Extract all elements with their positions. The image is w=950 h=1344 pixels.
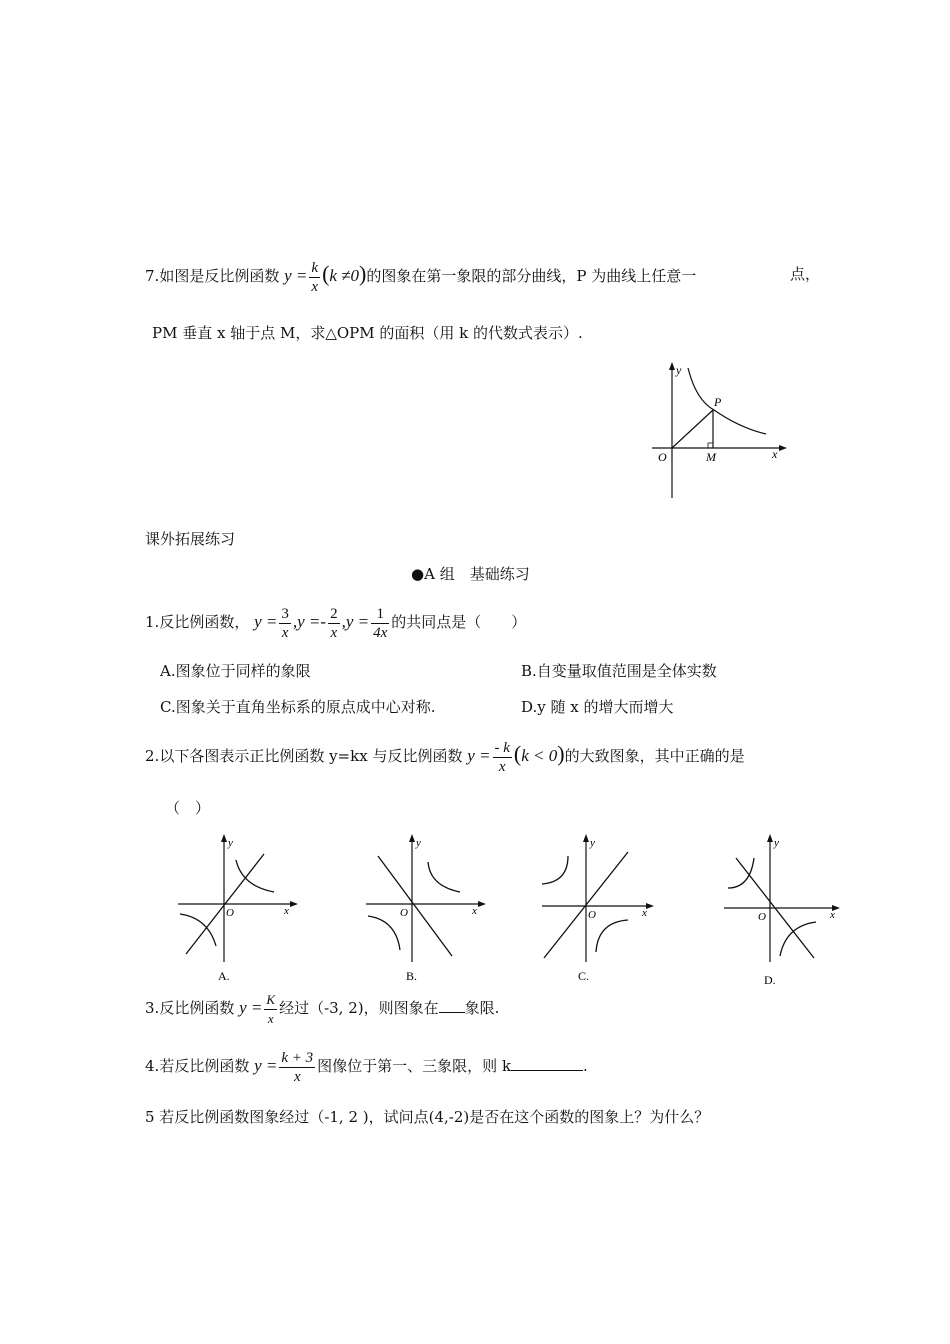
- graph-d-caption: D.: [764, 973, 776, 984]
- q4-frac-num: k + 3: [281, 1049, 314, 1066]
- q4-pre: 若反比例函数: [159, 1057, 250, 1075]
- q7-post: 的图象在第一象限的部分曲线，P 为曲线上任意一: [366, 267, 697, 285]
- graph-a-label-y: y: [228, 837, 233, 849]
- group-bullet: ●: [411, 565, 425, 583]
- q1-f2-lhs: ,y =-: [292, 612, 327, 631]
- graph-b-label-x: x: [472, 905, 477, 917]
- section-title: 课外拓展练习: [145, 530, 236, 548]
- graph-c-curve-q2: [542, 856, 568, 884]
- q1-number: 1.: [145, 613, 160, 631]
- graph-d-curve-q4: [780, 922, 816, 956]
- q7-tail: 点，: [790, 265, 821, 283]
- graph-d-label-x: x: [830, 909, 835, 921]
- q4-blank[interactable]: [511, 1056, 583, 1071]
- q3-pre: 反比例函数: [159, 999, 235, 1017]
- q2-graph-c: [538, 832, 668, 984]
- q1-f1-den: x: [281, 624, 289, 641]
- q7-line2: PM 垂直 x 轴于点 M，求△OPM 的面积（用 k 的代数式表示）.: [152, 324, 583, 342]
- q3-frac-num: K: [264, 991, 277, 1010]
- q7-fraction: [309, 259, 320, 296]
- q7-frac-den: x: [311, 278, 319, 295]
- q7-right-angle: [708, 443, 713, 448]
- q2-pre: 以下各图表示正比例函数 y=kx 与反比例函数: [159, 747, 463, 765]
- q2-graph-a: [172, 832, 302, 984]
- graph-c-curve-q4: [596, 920, 628, 952]
- graph-a-label-x: x: [284, 905, 289, 917]
- q2-post: 的大致图象，其中正确的是: [564, 747, 745, 765]
- q1-f2-den: x: [330, 624, 338, 641]
- q1-f3-lhs: ,y =: [341, 612, 370, 631]
- q2-graph-b: [360, 832, 490, 984]
- graph-b-label-y: y: [416, 837, 421, 849]
- graph-c-label-o: O: [588, 909, 596, 921]
- q3-mid: 经过（-3, 2)，则图象在: [279, 999, 439, 1017]
- q3-number: 3.: [145, 999, 160, 1017]
- q4-mid: 图像位于第一、三象限，则 k: [317, 1057, 512, 1075]
- q1-option-a: A.图象位于同样的象限: [160, 662, 311, 680]
- q1-pre: 反比例函数，: [159, 613, 250, 631]
- q1-f2-num: 2: [330, 605, 338, 622]
- q3-y-eq: y =: [239, 998, 263, 1017]
- graph-c-label-x: x: [642, 907, 647, 919]
- q2-line: 2.以下各图表示正比例函数 y=kx 与反比例函数 y = $\frac{- k}{x}$ (k < 0)的大致图象，其中正确的是: [145, 739, 745, 775]
- q2-number: 2.: [145, 747, 160, 765]
- q1-fraction-1: [279, 605, 291, 642]
- q1-line: [145, 600, 526, 644]
- q4-fraction: [279, 1049, 315, 1086]
- graph-d-y-arrow: [767, 834, 773, 842]
- graph-b-caption: B.: [406, 969, 418, 983]
- graph-d-label-o: O: [758, 911, 766, 923]
- q3-fraction: [264, 991, 277, 1028]
- q4-frac-den: x: [293, 1068, 301, 1085]
- q1-option-c: C.图象关于直角坐标系的原点成中心对称.: [160, 698, 436, 716]
- q7-cond: k ≠0: [329, 266, 360, 285]
- q7-hyperbola: [688, 368, 766, 434]
- group-title: A 组 基础练习: [424, 565, 530, 583]
- q7-label-y: y: [676, 363, 682, 377]
- q3-blank[interactable]: [439, 998, 465, 1013]
- q7-x-arrow: [779, 445, 787, 451]
- graph-a-caption: A.: [218, 969, 230, 983]
- q2-fraction: [493, 739, 512, 776]
- q7-line1: 7.如图是反比例函数 y = $\frac{k}{x}$ (k ≠0)的图象在第一象限的部分曲线，P 为曲线上任意一: [145, 259, 697, 295]
- q7-segment-op: [672, 410, 713, 448]
- graph-a-x-arrow: [290, 901, 298, 907]
- q2-cond: k < 0: [521, 746, 558, 765]
- q4-post: .: [583, 1057, 588, 1075]
- q1-f1-lhs: y =: [254, 612, 278, 631]
- graph-c-label-y: y: [590, 837, 595, 849]
- q5-line: 5 若反比例函数图象经过（-1, 2 )，试问点(4,-2)是否在这个函数的图象上？为什么？: [145, 1108, 710, 1126]
- q2-frac-num: - k: [494, 739, 510, 756]
- q1-option-b: B.自变量取值范围是全体实数: [521, 662, 717, 680]
- graph-a-label-o: O: [226, 907, 234, 919]
- q1-f3-den: 4x: [373, 624, 388, 641]
- q7-pre: 如图是反比例函数: [159, 267, 280, 285]
- graph-b-y-arrow: [409, 834, 415, 842]
- q4-line: [145, 1044, 588, 1088]
- q2-bracket: （ ）: [165, 799, 211, 817]
- graph-b-x-arrow: [478, 901, 486, 907]
- q1-option-d: D.y 随 x 的增大而增大: [521, 698, 674, 716]
- graph-a-curve-q3: [180, 914, 216, 946]
- q7-label-x: x: [772, 447, 778, 461]
- q1-fraction-3: [371, 605, 389, 642]
- q1-post: 的共同点是（ ）: [391, 613, 527, 631]
- q2-y-eq: y =: [467, 746, 491, 765]
- q7-number: 7.: [145, 267, 160, 285]
- q3-post: 象限.: [464, 999, 500, 1017]
- q3-line: [145, 986, 499, 1030]
- graph-a-y-arrow: [221, 834, 227, 842]
- q7-label-p: P: [714, 395, 722, 409]
- group-heading: [411, 564, 530, 584]
- q2-frac-den: x: [498, 758, 506, 775]
- graph-b-line: [378, 856, 452, 956]
- graph-d-label-y: y: [774, 837, 779, 849]
- graph-b-curve-q1: [428, 862, 460, 892]
- graph-c-y-arrow: [583, 834, 589, 842]
- graph-b-curve-q3: [368, 916, 400, 950]
- q7-frac-num: k: [311, 259, 319, 276]
- graph-b-label-o: O: [400, 907, 408, 919]
- q1-fraction-2: [328, 605, 340, 642]
- graph-c-x-arrow: [646, 903, 654, 909]
- q7-y-eq: y =: [284, 266, 308, 285]
- graph-d-curve-q2: [728, 858, 754, 888]
- q4-number: 4.: [145, 1057, 160, 1075]
- graph-c-caption: C.: [578, 969, 590, 983]
- q4-y-eq: y =: [254, 1056, 278, 1075]
- q7-label-m: M: [706, 450, 716, 464]
- q7-label-o: O: [658, 450, 667, 464]
- q1-f1-num: 3: [281, 605, 289, 622]
- q7-figure: [640, 360, 790, 500]
- q3-frac-den: x: [267, 1010, 274, 1026]
- q1-f3-num: 1: [371, 605, 389, 624]
- q7-y-arrow: [669, 362, 675, 370]
- q2-graph-d: [720, 832, 850, 984]
